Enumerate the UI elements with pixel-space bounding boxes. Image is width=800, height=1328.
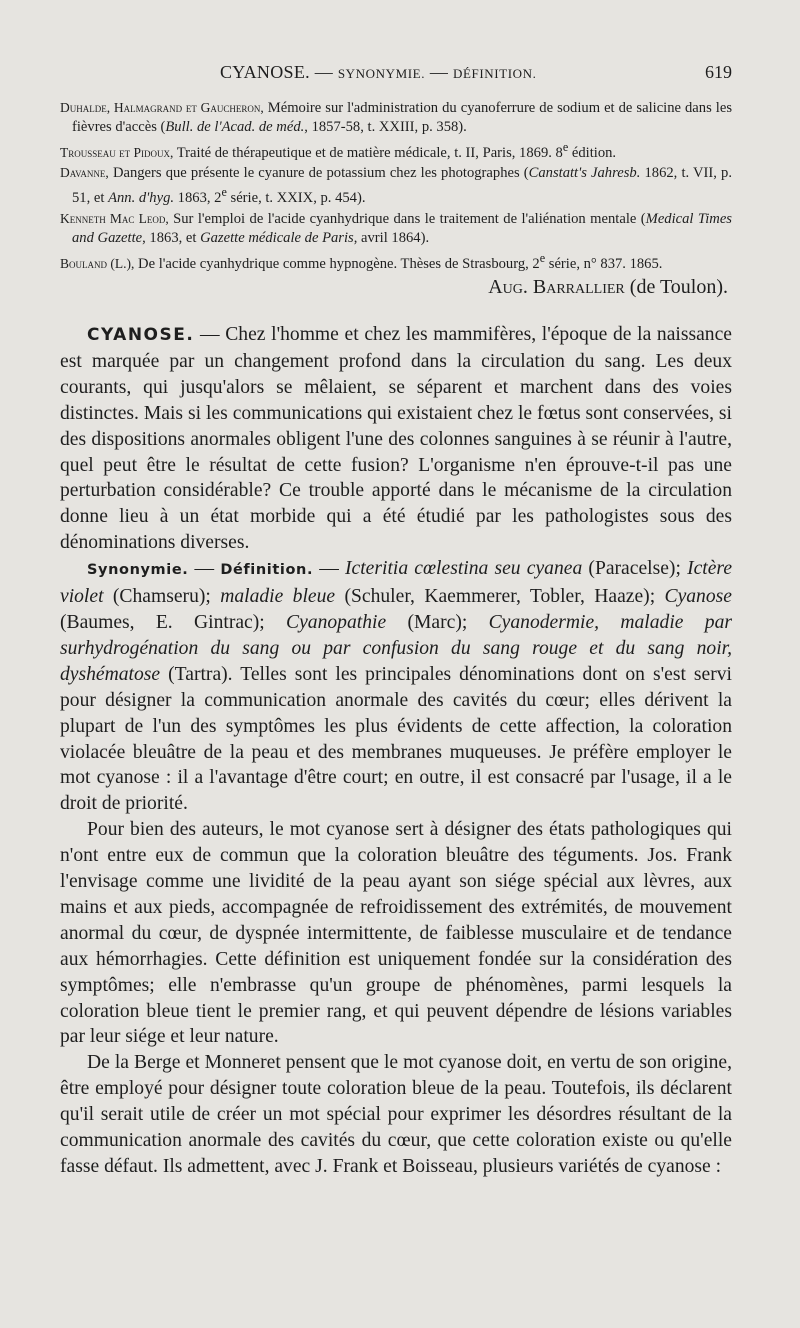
paragraph-synonymie: [60, 556, 732, 817]
entry-tail: édition.: [568, 144, 617, 161]
paragraph-text: (Baumes, E. Gintrac);: [60, 611, 287, 633]
entry-text: , 1863, et: [142, 230, 201, 247]
bibliography-entry: [60, 209, 732, 249]
entry-author: Kenneth Mac Leod,: [60, 210, 169, 226]
entry-tail: , 1857-58, t. XXIII, p. 358).: [304, 119, 467, 136]
entry-text: Sur l'emploi de l'acide cyanhydrique dans le traitement de l'aliénation mentale (: [168, 210, 646, 227]
entry-sup: e: [562, 139, 569, 154]
synonym-term: maladie bleue: [220, 586, 336, 608]
entry-author: Trousseau et Pidoux,: [60, 144, 174, 160]
entry-tail: , avril 1864).: [353, 230, 430, 247]
synonym-term: Icteritia cœlestina seu cyanea: [345, 558, 583, 580]
running-title-dash: —: [309, 62, 338, 82]
paragraph-authors: Pour bien des auteurs, le mot cyanose sert à désigner des états pathologiques qui n'ont entre eux de commun que la coloration bleuâtre des téguments. Jos. Frank l'envisage comme une lividité de la peau ayant son siége spécial aux lèvres, aux mains et aux pieds, accompagnée de refroidissement des extrémités, de mouvement anormal du cœur, de dyspnée intermittente, de faiblesse musculaire et de tendance aux hémorrhagies. Cette définition est uniquement fondée sur la considération des symptômes; elle n'embrasse qu'un groupe de phénomènes, parmi lesquels la coloration bleue tient le premier rang, et qui peuvent dépendre de lésions variables par leur siége et leur nature.: [60, 819, 732, 1048]
paragraph-la-berge: De la Berge et Monneret pensent que le mot cyanose doit, en vertu de son origine, être employé pour désigner toute coloration bleue de la peau. Toutefois, ils déclarent qu'il serait utile de créer un mot spécial pour exprimer les désordres résultant de la communication anormale des cavités du cœur, que cette coloration existe ou qu'elle fasse défaut. Ils admettent, avec J. Frank et Boisseau, plusieurs variétés de cyanose :: [60, 1052, 732, 1177]
entry-sup: e: [539, 250, 546, 265]
signature-place: (de Toulon).: [624, 276, 728, 298]
running-title: [220, 62, 537, 83]
entry-journal: Ann. d'hyg.: [108, 190, 175, 207]
paragraph-text: —: [313, 558, 346, 580]
running-title-definition: DÉFINITION.: [452, 66, 537, 81]
entry-tail: série, n° 837. 1865.: [545, 255, 663, 272]
author-signature: [488, 276, 728, 299]
paragraph-text: (Schuler, Kaemmerer, Tobler, Haaze);: [335, 586, 665, 608]
synonym-term: Cyanose: [664, 586, 732, 608]
article-heading: CYANOSE.: [87, 325, 195, 345]
entry-tail: série, t. XXIX, p. 454).: [226, 190, 366, 207]
synonym-term: Cyanopathie: [286, 611, 387, 633]
entry-journal: Canstatt's Jahresb.: [528, 165, 641, 182]
bibliography: [60, 98, 732, 274]
entry-sup: e: [221, 185, 227, 200]
article-body: [60, 322, 732, 1180]
entry-text: Dangers que présente le cyanure de potassium chez les photographes (: [108, 165, 529, 182]
synonym-term: Ictère violet: [60, 558, 733, 608]
running-header: [60, 62, 732, 88]
paragraph-text: (Chamseru);: [103, 586, 221, 608]
paragraph-text: (Marc);: [386, 611, 489, 633]
entry-author: Duhalde, Halmagrand et Gaucheron,: [60, 100, 264, 115]
paragraph-text: (Paracelse);: [582, 558, 688, 580]
subheading-synonymie: Synonymie.: [87, 562, 189, 579]
subheading-definition: Définition.: [220, 562, 314, 579]
bibliography-entry: [60, 163, 732, 209]
entry-text: 1863, 2: [174, 190, 222, 207]
page-number: 619: [705, 62, 732, 82]
bibliography-entry: [60, 249, 732, 274]
synonym-term: Cyanodermie, maladie par surhydrogénation du sang ou par confusion du sang rouge et du sang noir, dyshématose: [60, 611, 732, 685]
entry-text: 1862, t. VII, p. 51, et: [72, 165, 732, 207]
subheading-dash: —: [188, 558, 221, 580]
running-title-dash: —: [425, 62, 453, 82]
entry-text: Traité de thérapeutique et de matière médicale, t. II, Paris, 1869. 8: [173, 144, 563, 161]
entry-text: De l'acide cyanhydrique comme hypnogène. Thèses de Strasbourg, 2: [134, 255, 540, 272]
entry-journal: Medical Times and Gazette: [72, 210, 732, 247]
paragraph-text: (Tartra). Telles sont les principales dénominations dont on s'est servi pour désigner la communication anormale des cavités du cœur; elles dérivent la plupart de l'un des symptômes les plus évidents de cette affection, la coloration violacée bleuâtre de la peau et des membranes muqueuses. Je préfère employer le mot cyanose : il a l'avantage d'être court; en outre, il est consacré par l'usage, il a le droit de priorité.: [60, 663, 732, 815]
entry-text: Mémoire sur l'administration du cyanoferrure de sodium et de salicine dans les fièvres d'accès (: [72, 100, 732, 136]
bibliography-entry: [60, 98, 732, 138]
entry-journal: Bull. de l'Acad. de méd.: [165, 119, 305, 136]
paragraph-intro: [60, 322, 732, 556]
entry-author: Davanne,: [60, 165, 109, 181]
running-title-synonymie: SYNONYMIE.: [337, 66, 426, 81]
entry-author: Bouland (L.),: [60, 255, 135, 271]
entry-journal: Gazette médicale de Paris: [200, 230, 354, 247]
running-title-main: CYANOSE.: [220, 62, 310, 82]
paragraph-text: — Chez l'homme et chez les mammifères, l'époque de la naissance est marquée par un changement profond dans la circulation du sang. Les deux courants, qui jusqu'alors se mêlaient, se séparent et marchent dans des voies distinctes. Mais si les communications qui existaient chez le fœtus sont conservées, si des dispositions anormales obligent l'une des colonnes sanguines à se réunir à l'autre, quel peut être le résultat de cette fusion? L'organisme n'en éprouve-t-il pas une perturbation considérable? Ce trouble apporté dans le mécanisme de la circulation donne lieu à un état morbide qui a été étudié par les pathologistes sous des dénominations diverses.: [60, 324, 732, 554]
bibliography-entry: [60, 138, 732, 163]
signature-name: Aug. Barrallier: [488, 276, 625, 298]
